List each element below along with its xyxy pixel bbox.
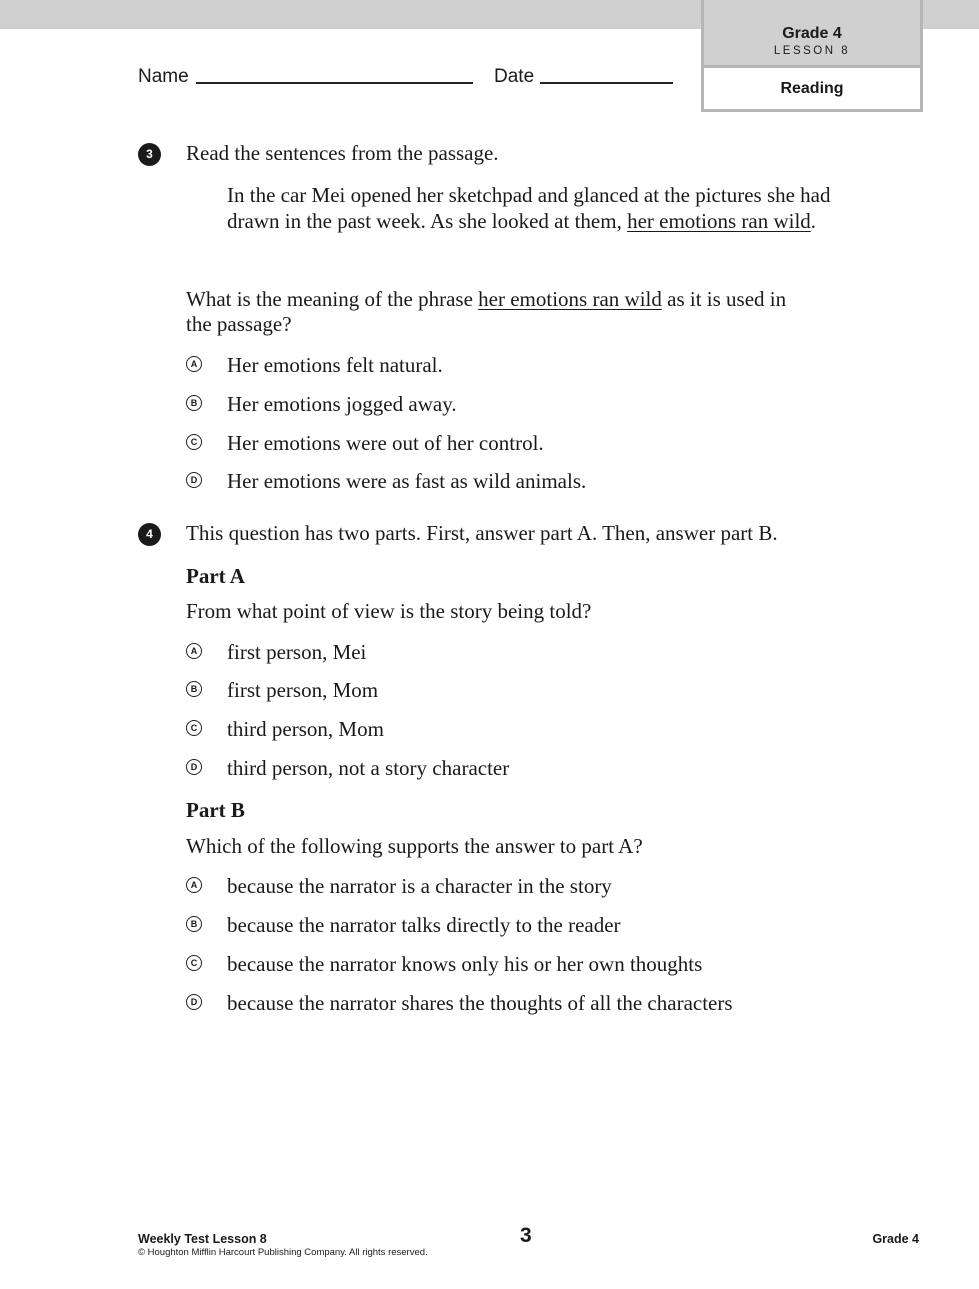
footer-left [138, 1231, 428, 1259]
option-bubble-a[interactable]: A [186, 643, 202, 659]
option-bubble-a[interactable]: A [186, 356, 202, 372]
part-a-label: Part A [186, 564, 245, 588]
option-bubble-a[interactable]: A [186, 877, 202, 893]
option-text: Her emotions were out of her control. [227, 431, 544, 455]
option-bubble-c[interactable]: C [186, 955, 202, 971]
option-bubble-b[interactable]: B [186, 681, 202, 697]
part-b-label: Part B [186, 798, 245, 822]
question-3-question-line-1 [186, 286, 786, 312]
grade-title: Grade 4 [782, 25, 842, 42]
footer-copyright: © Houghton Mifflin Harcourt Publishing Company. All rights reserved. [138, 1247, 428, 1258]
option-text: because the narrator is a character in the story [227, 874, 612, 898]
passage-end: . [810, 209, 817, 233]
question-3-prompt: Read the sentences from the passage. [186, 141, 499, 165]
option-text: first person, Mei [227, 640, 367, 664]
question-4-number: 4 [138, 523, 161, 546]
option-bubble-d[interactable]: D [186, 472, 202, 488]
question-3-question-line-2: the passage? [186, 312, 292, 336]
date-label: Date [494, 66, 535, 87]
footer-test-title: Weekly Test Lesson 8 [138, 1232, 267, 1246]
date-field[interactable] [540, 82, 673, 84]
question-3-number: 3 [138, 143, 161, 166]
option-bubble-b[interactable]: B [186, 395, 202, 411]
option-text: Her emotions jogged away. [227, 392, 457, 416]
option-text: first person, Mom [227, 678, 379, 702]
option-text: Her emotions were as fast as wild animals. [227, 469, 587, 493]
option-text: Her emotions felt natural. [227, 353, 443, 377]
name-label: Name [138, 66, 189, 87]
question-4-prompt: This question has two parts. First, answer part A. Then, answer part B. [186, 521, 778, 545]
page-number: 3 [520, 1224, 532, 1247]
passage-text: In the car Mei opened her sketchpad and glanced at the pictures she had drawn in the past week. As she looked at them, [227, 183, 831, 233]
option-text: because the narrator knows only his or her own thoughts [227, 952, 703, 976]
name-field[interactable] [196, 82, 473, 84]
question-3-text-pre: What is the meaning of the phrase [186, 287, 479, 311]
option-bubble-c[interactable]: C [186, 720, 202, 736]
option-text: third person, not a story character [227, 756, 510, 780]
lesson-label: LESSON 8 [773, 45, 851, 57]
option-bubble-b[interactable]: B [186, 916, 202, 932]
passage-underlined-phrase: her emotions ran wild [627, 209, 811, 233]
option-text: third person, Mom [227, 717, 384, 741]
option-bubble-c[interactable]: C [186, 434, 202, 450]
question-3-text-post: as it is used in [661, 287, 787, 311]
option-text: because the narrator shares the thoughts of all the characters [227, 991, 733, 1015]
part-a-question: From what point of view is the story being told? [186, 599, 592, 623]
part-b-question: Which of the following supports the answer to part A? [186, 834, 643, 858]
question-3-passage [227, 182, 867, 234]
grade-lesson-box [701, 0, 923, 112]
subject-label: Reading [780, 80, 844, 97]
option-bubble-d[interactable]: D [186, 759, 202, 775]
footer-grade: Grade 4 [872, 1232, 919, 1246]
option-text: because the narrator talks directly to the reader [227, 913, 621, 937]
option-bubble-d[interactable]: D [186, 994, 202, 1010]
grade-lesson-header [704, 0, 920, 68]
question-3-underlined-phrase: her emotions ran wild [478, 287, 662, 311]
